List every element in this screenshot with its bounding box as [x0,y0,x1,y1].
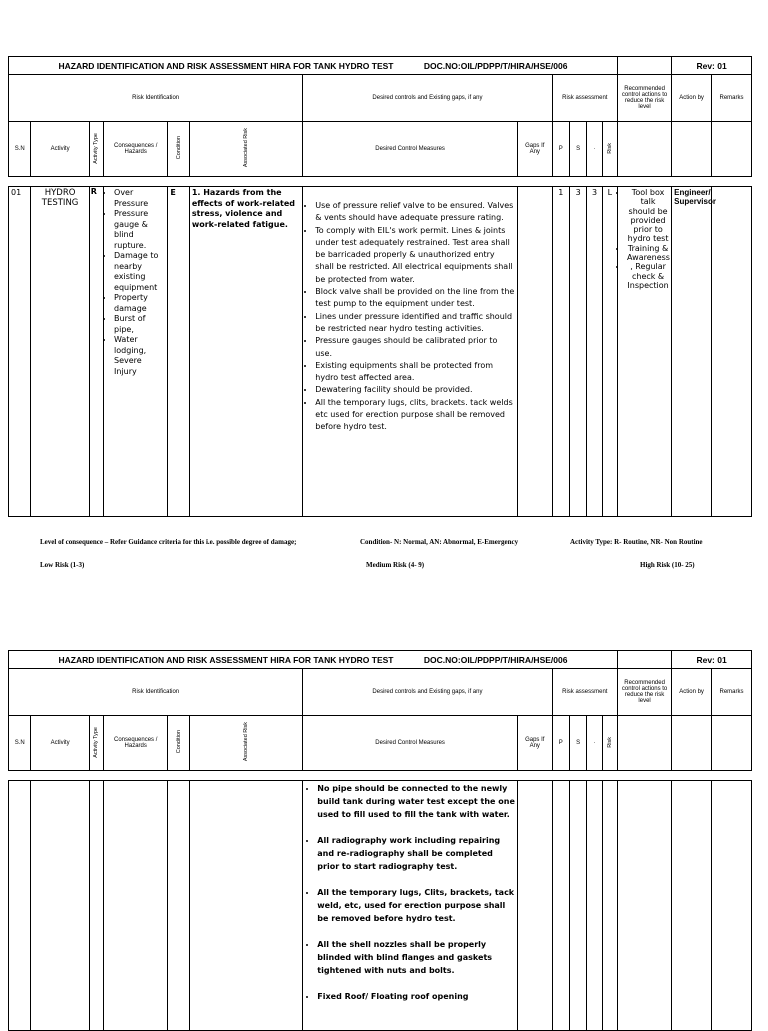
action-by-header: Action by [672,669,712,716]
row-sn: 01 [9,187,31,517]
empty-title-cell [618,57,672,75]
row-activity: HYDRO TESTING [31,187,89,517]
col-action-by [672,122,712,177]
row-controls [303,187,518,517]
control-item: • Lines under pressure identified and traffic should be restricted near hydro testing activities. [315,311,515,336]
col-risk: Risk [602,716,617,771]
revision: Rev: 01 [672,651,752,669]
doc-number: DOC.NO:OIL/PDPP/T/HIRA/HSE/006 [423,60,568,71]
control-item: • Pressure gauges should be calibrated prior to use. [315,335,515,360]
col-remarks [712,716,752,771]
row-consequences [104,781,168,1031]
col-desired-control: Desired Control Measures [303,122,518,177]
legend-consequence: Level of consequence – Refer Guidance criteria for this i.e. possible degree of damage; [40,538,297,546]
col-gaps: Gaps If Any [517,122,552,177]
control-item: • Use of pressure relief valve to be ensured. Valves & vents should have adequate pressure rating. [315,200,515,225]
control-item: • All radiography work including repairing and re-radiography shall be completed prior to start radiography test. [317,834,515,873]
legend-high-risk: High Risk (10- 25) [640,561,695,569]
col-recommended [618,122,672,177]
col-condition: Condition [168,122,189,177]
col-sn: S.N [9,716,31,771]
row-controls [303,781,518,1031]
row-risk: L [602,187,617,517]
consequence-item: • Property damage [114,293,165,314]
col-associated-risk: Associated Risk [189,716,302,771]
row-recommended [618,781,672,1031]
row-s [569,781,586,1031]
col-activity-type: Activity Type [89,716,103,771]
col-dot: · [587,122,602,177]
row-action-by [672,781,712,1031]
row-gaps [517,781,552,1031]
col-gaps: Gaps If Any [517,716,552,771]
risk-assessment-header: Risk assessment [552,669,617,716]
col-s: S [569,716,586,771]
row-p [552,781,569,1031]
col-consequences: Consequences / Hazards [104,716,168,771]
title-text: HAZARD IDENTIFICATION AND RISK ASSESSMENT HIRA FOR TANK HYDRO TEST [58,60,394,71]
col-activity: Activity [31,122,89,177]
col-p: P [552,122,569,177]
legend-low-risk: Low Risk (1-3) [40,561,85,569]
empty-title-cell [618,651,672,669]
form-title [9,57,618,75]
row-condition [168,781,189,1031]
col-dot: · [587,716,602,771]
consequence-item: • Water lodging, Severe Injury [114,335,165,377]
row-gaps [517,187,552,517]
recommended-item: • Training & Awareness [627,244,669,263]
consequence-item: • Damage to nearby existing equipment [114,251,165,293]
col-activity-type: Activity Type [89,122,103,177]
col-risk: Risk [602,122,617,177]
legend-condition: Condition- N: Normal, AN: Abnormal, E-Emergency [360,538,519,546]
risk-assessment-header: Risk assessment [552,75,617,122]
row-associated-risk: 1. Hazards from the effects of work-related stress, violence and work-related fatigue. [189,187,302,517]
col-sn: S.N [9,122,31,177]
desired-controls-header: Desired controls and Existing gaps, if any [303,669,552,716]
control-item: • All the temporary lugs, clits, brackets. tack welds etc used for erection purpose shall be removed before hydro test. [315,397,515,434]
control-item: • Block valve shall be provided on the line from the test pump to the equipment under test. [315,286,515,311]
row-dot [587,781,602,1031]
row-condition: E [168,187,189,517]
row-action-by: Engineer/ Supervisor [672,187,712,517]
row-spacer [9,771,752,781]
risk-identification-header: Risk Identification [9,669,303,716]
title-text: HAZARD IDENTIFICATION AND RISK ASSESSMENT HIRA FOR TANK HYDRO TEST [58,654,394,665]
col-action-by [672,716,712,771]
row-sn [9,781,31,1031]
consequence-item: • Pressure gauge & blind rupture. [114,209,165,251]
remarks-header: Remarks [712,75,752,122]
row-dot: 3 [587,187,602,517]
col-recommended [618,716,672,771]
col-s: S [569,122,586,177]
desired-controls-header: Desired controls and Existing gaps, if any [303,75,552,122]
control-item: • No pipe should be connected to the newly build tank during water test except the one used to fill used to fill the tank with water. [317,782,515,821]
control-item: • Fixed Roof/ Floating roof opening [317,990,515,1003]
consequence-item: • Burst of pipe, [114,314,165,335]
risk-identification-header: Risk Identification [9,75,303,122]
row-remarks [712,781,752,1031]
row-recommended [618,187,672,517]
control-item: • To comply with EIL's work permit. Lines & joints under test adequately restrained. Test area shall be barricaded properly & unauthorized entry shall be restricted. All electrical equipments shall be protected from water. [315,225,515,286]
row-associated-risk [189,781,302,1031]
control-item: • Dewatering facility should be provided. [315,384,515,396]
col-consequences: Consequences / Hazards [104,122,168,177]
control-item: • All the temporary lugs, Clits, brackets, tack weld, etc, used for erection purpose shall be removed before hydro test. [317,886,515,925]
doc-number: DOC.NO:OIL/PDPP/T/HIRA/HSE/006 [423,654,568,665]
row-remarks [712,187,752,517]
control-item: • Existing equipments shall be protected from hydro test affected area. [315,360,515,385]
row-activity-type [89,781,103,1031]
form-title [9,651,618,669]
action-by-header: Action by [672,75,712,122]
recommended-item: • Tool box talk should be provided prior to hydro test [627,188,669,244]
recommended-item: • , Regular check & Inspection [627,262,669,290]
legend-activity-type: Activity Type: R- Routine, NR- Non Routine [570,538,703,546]
hira-table-page1 [8,56,752,517]
row-activity-type: R [89,187,103,517]
col-desired-control: Desired Control Measures [303,716,518,771]
row-s: 3 [569,187,586,517]
legend-medium-risk: Medium Risk (4- 9) [366,561,425,569]
row-p: 1 [552,187,569,517]
col-condition: Condition [168,716,189,771]
remarks-header: Remarks [712,669,752,716]
col-associated-risk: Associated Risk [189,122,302,177]
consequence-item: • Over Pressure [114,188,165,209]
recommended-header: Recommended control actions to reduce the risk level [618,75,672,122]
control-item: • All the shell nozzles shall be properly blinded with blind flanges and gaskets tightened with nuts and bolts. [317,938,515,977]
row-consequences [104,187,168,517]
recommended-header: Recommended control actions to reduce the risk level [618,669,672,716]
col-p: P [552,716,569,771]
revision: Rev: 01 [672,57,752,75]
col-activity: Activity [31,716,89,771]
hira-table-page2 [8,650,752,1031]
col-remarks [712,122,752,177]
row-risk [602,781,617,1031]
row-activity [31,781,89,1031]
row-spacer [9,177,752,187]
